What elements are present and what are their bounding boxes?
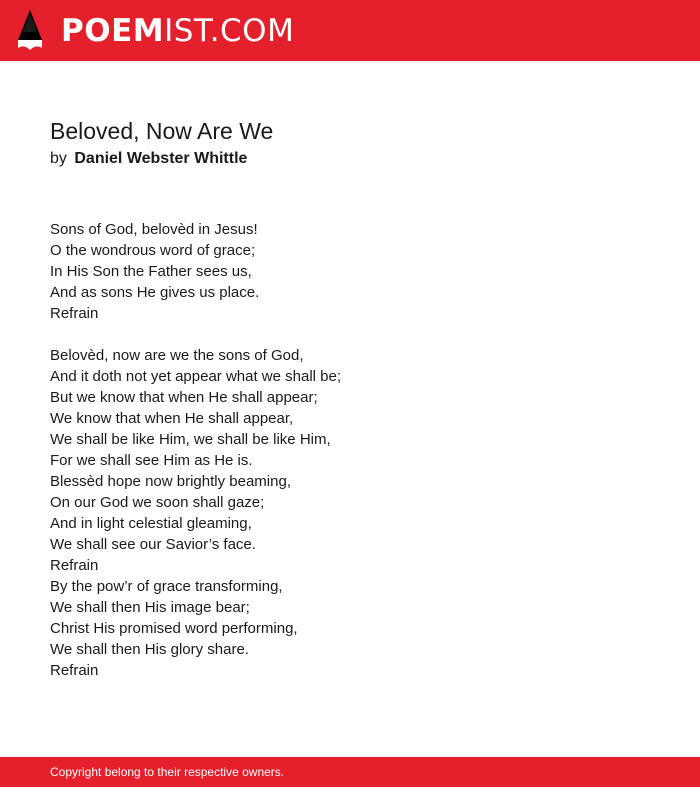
poem-line: Blessèd hope now brightly beaming, [50, 473, 291, 490]
logo-bold-text: POEM [61, 13, 165, 49]
poem-line: For we shall see Him as He is. [50, 452, 253, 469]
poem-line: In His Son the Father sees us, [50, 263, 252, 280]
poem-line: And it doth not yet appear what we shall be; [50, 368, 342, 385]
poem-line: Refrain [50, 305, 99, 322]
poem-line: And in light celestial gleaming, [50, 515, 252, 532]
site-header [0, 0, 700, 61]
stanza-break [50, 324, 670, 345]
byline [50, 149, 247, 169]
poem-line: Refrain [50, 557, 99, 574]
site-footer [0, 757, 700, 787]
poem-line: But we know that when He shall appear; [50, 389, 318, 406]
poem-line: Belovèd, now are we the sons of God, [50, 347, 304, 364]
poem-line: We shall be like Him, we shall be like Him, [50, 431, 331, 448]
copyright-text: Copyright belong to their respective owners. [50, 765, 285, 779]
poem-line: Christ His promised word performing, [50, 620, 298, 637]
poem-title: Beloved, Now Are We [50, 118, 274, 144]
stanza [50, 345, 670, 681]
poem-line: We shall see our Savior’s face. [50, 536, 256, 553]
poem-line: We shall then His glory share. [50, 641, 249, 658]
poem-line: Sons of God, belovèd in Jesus! [50, 221, 258, 238]
site-logo[interactable] [61, 11, 294, 51]
author-name: Daniel Webster Whittle [74, 150, 248, 167]
poem-line: Refrain [50, 662, 99, 679]
stanza [50, 219, 670, 324]
poem-body [50, 219, 670, 681]
poem-line: On our God we soon shall gaze; [50, 494, 265, 511]
poem-line: And as sons He gives us place. [50, 284, 260, 301]
poem-line: We know that when He shall appear, [50, 410, 294, 427]
pen-nib-icon[interactable] [18, 10, 42, 52]
poem-line: We shall then His image bear; [50, 599, 250, 616]
poem-line: O the wondrous word of grace; [50, 242, 256, 259]
poem-line: By the pow’r of grace transforming, [50, 578, 283, 595]
by-label: by [50, 150, 67, 167]
logo-light-text: IST.COM [164, 13, 295, 49]
